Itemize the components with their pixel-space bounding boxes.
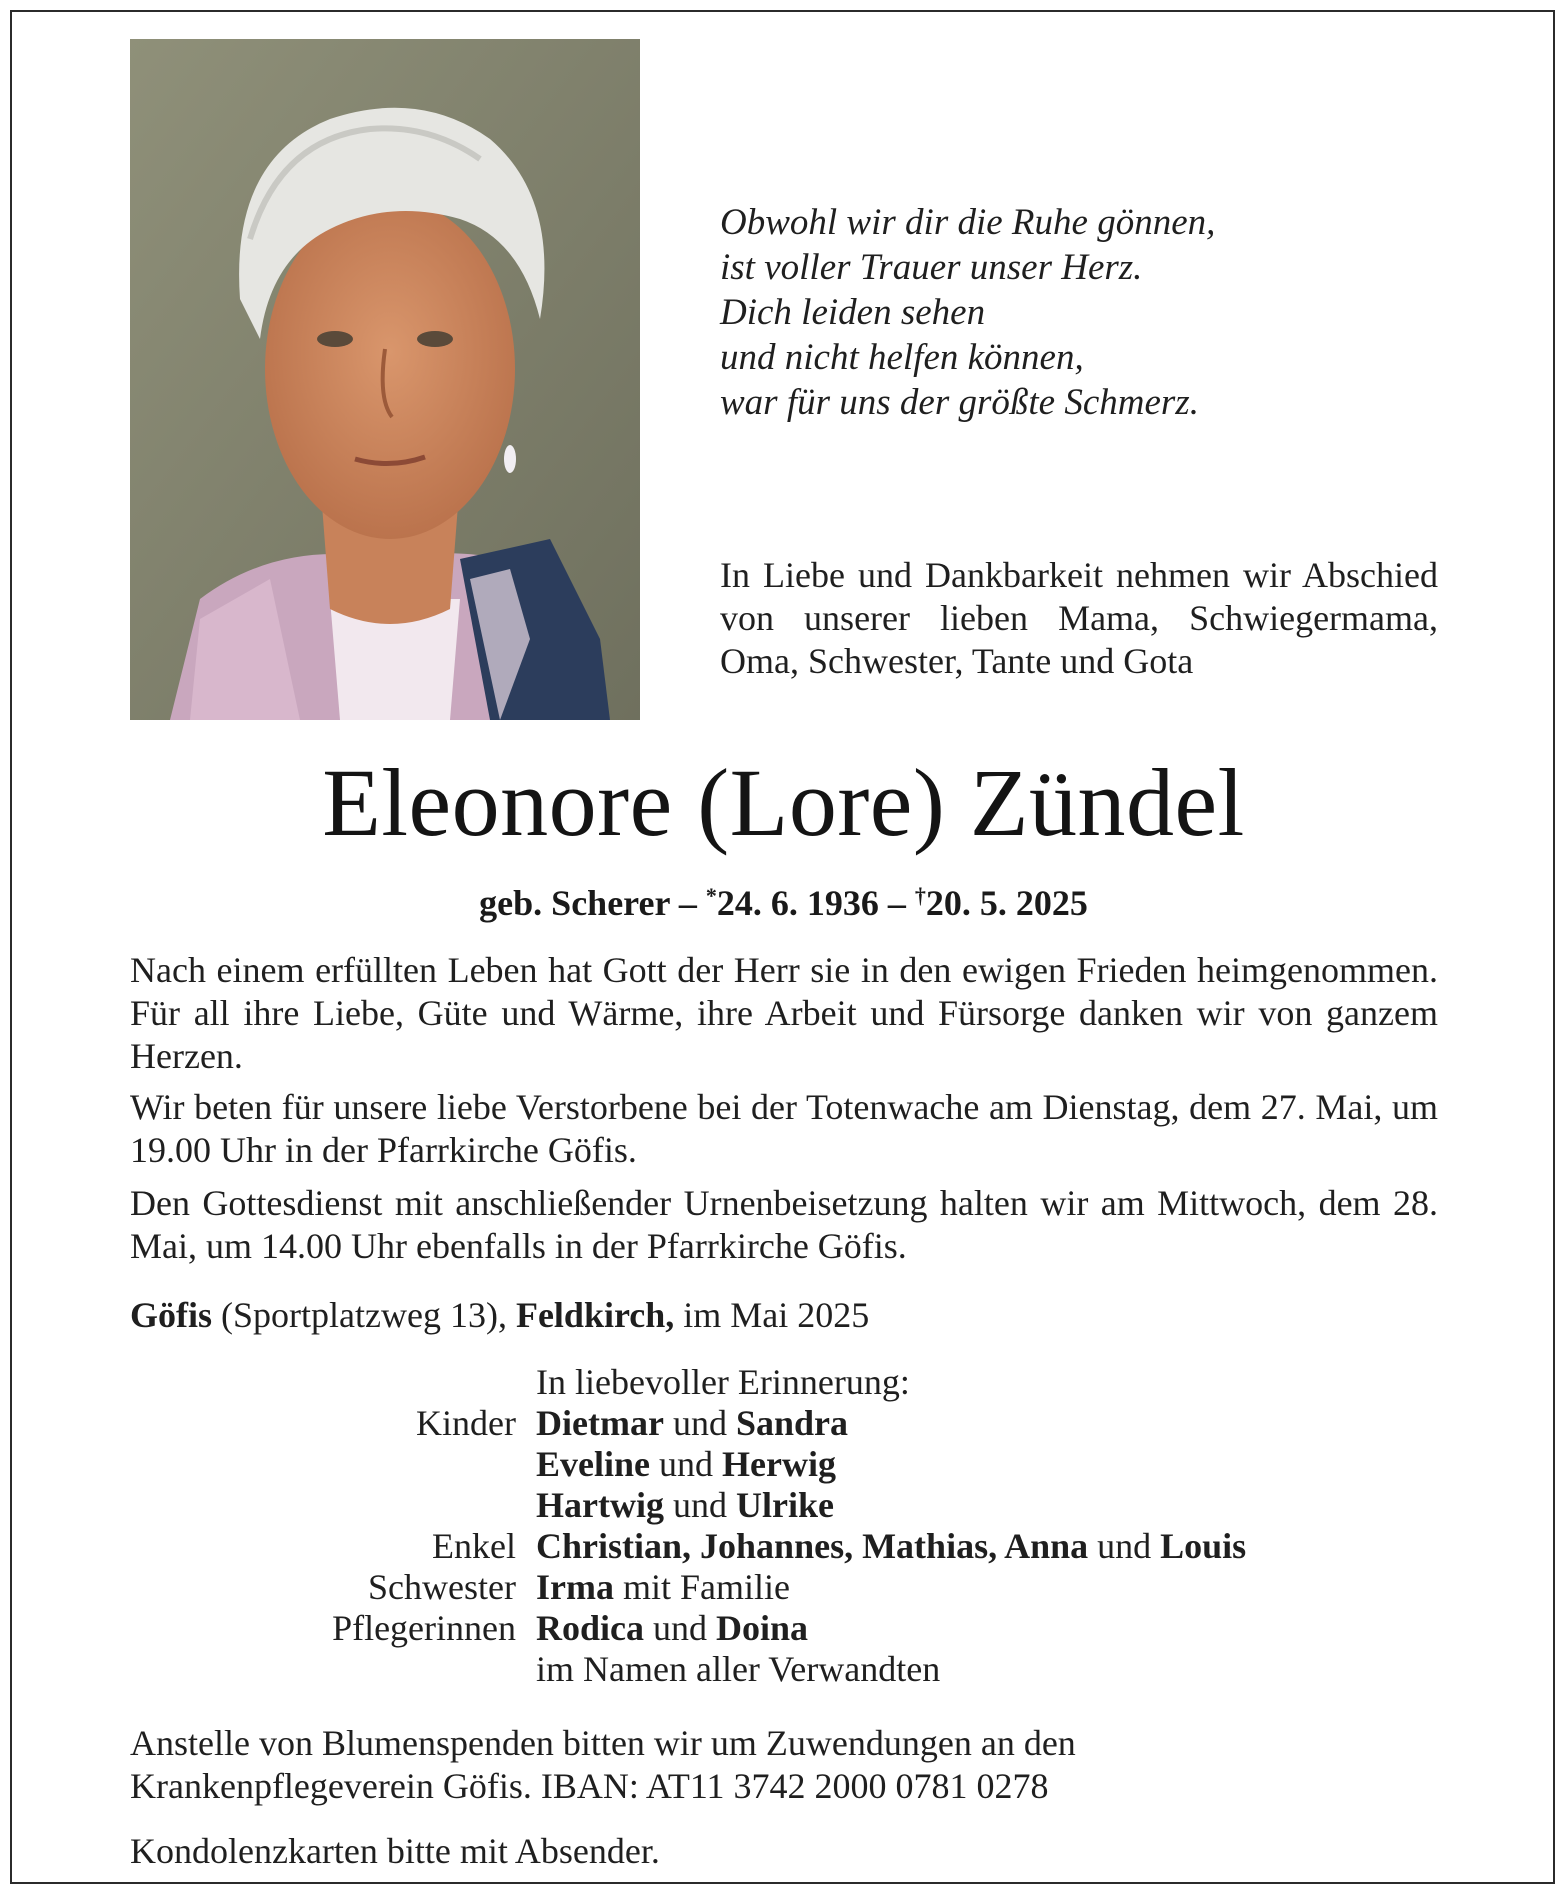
conjunction: und [1088, 1526, 1161, 1566]
paragraph-life: Nach einem erfüllten Leben hat Gott der Herr sie in den ewigen Frieden heimgenommen. Für all ihre Liebe, Güte und Wärme, ihre Arbeit und Fürsorge danken wir von ganzem Herzen. [130, 950, 1438, 1076]
poem [720, 200, 1480, 425]
mourners-list [130, 1362, 1438, 1690]
mourners-row [130, 1608, 1438, 1649]
poem-line: war für uns der größte Schmerz. [720, 382, 1199, 423]
life-dates [0, 874, 1567, 925]
donation-note [130, 1722, 1438, 1808]
portrait-photo [130, 39, 640, 720]
label-schwester: Schwester [368, 1567, 516, 1607]
mourner-name: Louis [1160, 1526, 1247, 1566]
mourners-row [130, 1485, 1438, 1526]
mourner-name: Sandra [735, 1403, 848, 1443]
donation-line: Anstelle von Blumenspenden bitten wir um Zuwendungen an den [130, 1723, 1076, 1763]
poem-line: Obwohl wir dir die Ruhe gönnen, [720, 202, 1216, 243]
mourners-row [130, 1567, 1438, 1608]
conjunction: und [644, 1608, 716, 1648]
conjunction: und [663, 1403, 736, 1443]
mourners-row [130, 1526, 1438, 1567]
label-pflegerinnen: Pflegerinnen [332, 1608, 516, 1648]
conjunction: und [663, 1485, 736, 1525]
maiden-name: geb. Scherer [479, 883, 670, 923]
conjunction: und [650, 1444, 722, 1484]
mourner-name: Dietmar [536, 1403, 664, 1443]
mourners-header: In liebevoller Erinnerung: [536, 1362, 910, 1402]
label-enkel: Enkel [432, 1526, 516, 1566]
intro-text: In Liebe und Dankbarkeit nehmen wir Abschied von unserer lieben Mama, Schwiegermama, Oma, Schwester, Tante und Gota [720, 555, 1438, 681]
mourners-footer: im Namen aller Verwandten [536, 1649, 941, 1689]
place-date-line [130, 1294, 1438, 1337]
mourner-name: Doina [716, 1608, 809, 1648]
mourner-name: Rodica [536, 1608, 644, 1648]
portrait-image [130, 39, 640, 720]
condolence-note: Kondolenzkarten bitte mit Absender. [130, 1831, 660, 1871]
mourner-suffix: mit Familie [613, 1567, 790, 1607]
mourners-row [130, 1649, 1438, 1690]
place-city: Feldkirch, [515, 1295, 675, 1335]
death-date: 20. 5. 2025 [925, 883, 1088, 923]
mourner-name: Irma [536, 1567, 614, 1607]
poem-line: ist voller Trauer unser Herz. [720, 247, 1143, 288]
mourner-name: Eveline [536, 1444, 650, 1484]
mourner-name: Ulrike [735, 1485, 834, 1525]
paragraph-service: Den Gottesdienst mit anschließender Urnenbeisetzung halten wir am Mittwoch, dem 28. Mai, um 14.00 Uhr ebenfalls in der Pfarrkirche Göfis. [130, 1183, 1438, 1266]
poem-line: und nicht helfen können, [720, 337, 1084, 378]
place-town: Göfis [130, 1295, 213, 1335]
mourners-row [130, 1362, 1438, 1403]
mourner-name: Hartwig [536, 1485, 664, 1525]
separator: – [678, 883, 697, 923]
place-address: (Sportplatzweg 13), [212, 1295, 516, 1335]
mourner-name: Christian, Johannes, Mathias, Anna [536, 1526, 1089, 1566]
death-mark: † [914, 883, 926, 908]
mourner-name: Herwig [722, 1444, 836, 1484]
label-kinder: Kinder [416, 1403, 516, 1443]
place-date: im Mai 2025 [674, 1295, 870, 1335]
separator: – [887, 883, 906, 923]
deceased-name: Eleonore (Lore) Zündel [322, 749, 1245, 856]
mourners-row [130, 1403, 1438, 1444]
paragraph-wake: Wir beten für unsere liebe Verstorbene bei der Totenwache am Dienstag, dem 27. Mai, um 19.00 Uhr in der Pfarrkirche Göfis. [130, 1087, 1438, 1170]
birth-mark: * [705, 883, 717, 908]
donation-iban-line: Krankenpflegeverein Göfis. IBAN: AT11 3742 2000 0781 0278 [130, 1766, 1049, 1806]
poem-line: Dich leiden sehen [720, 292, 986, 333]
birth-date: 24. 6. 1936 [716, 883, 879, 923]
mourners-row [130, 1444, 1438, 1485]
